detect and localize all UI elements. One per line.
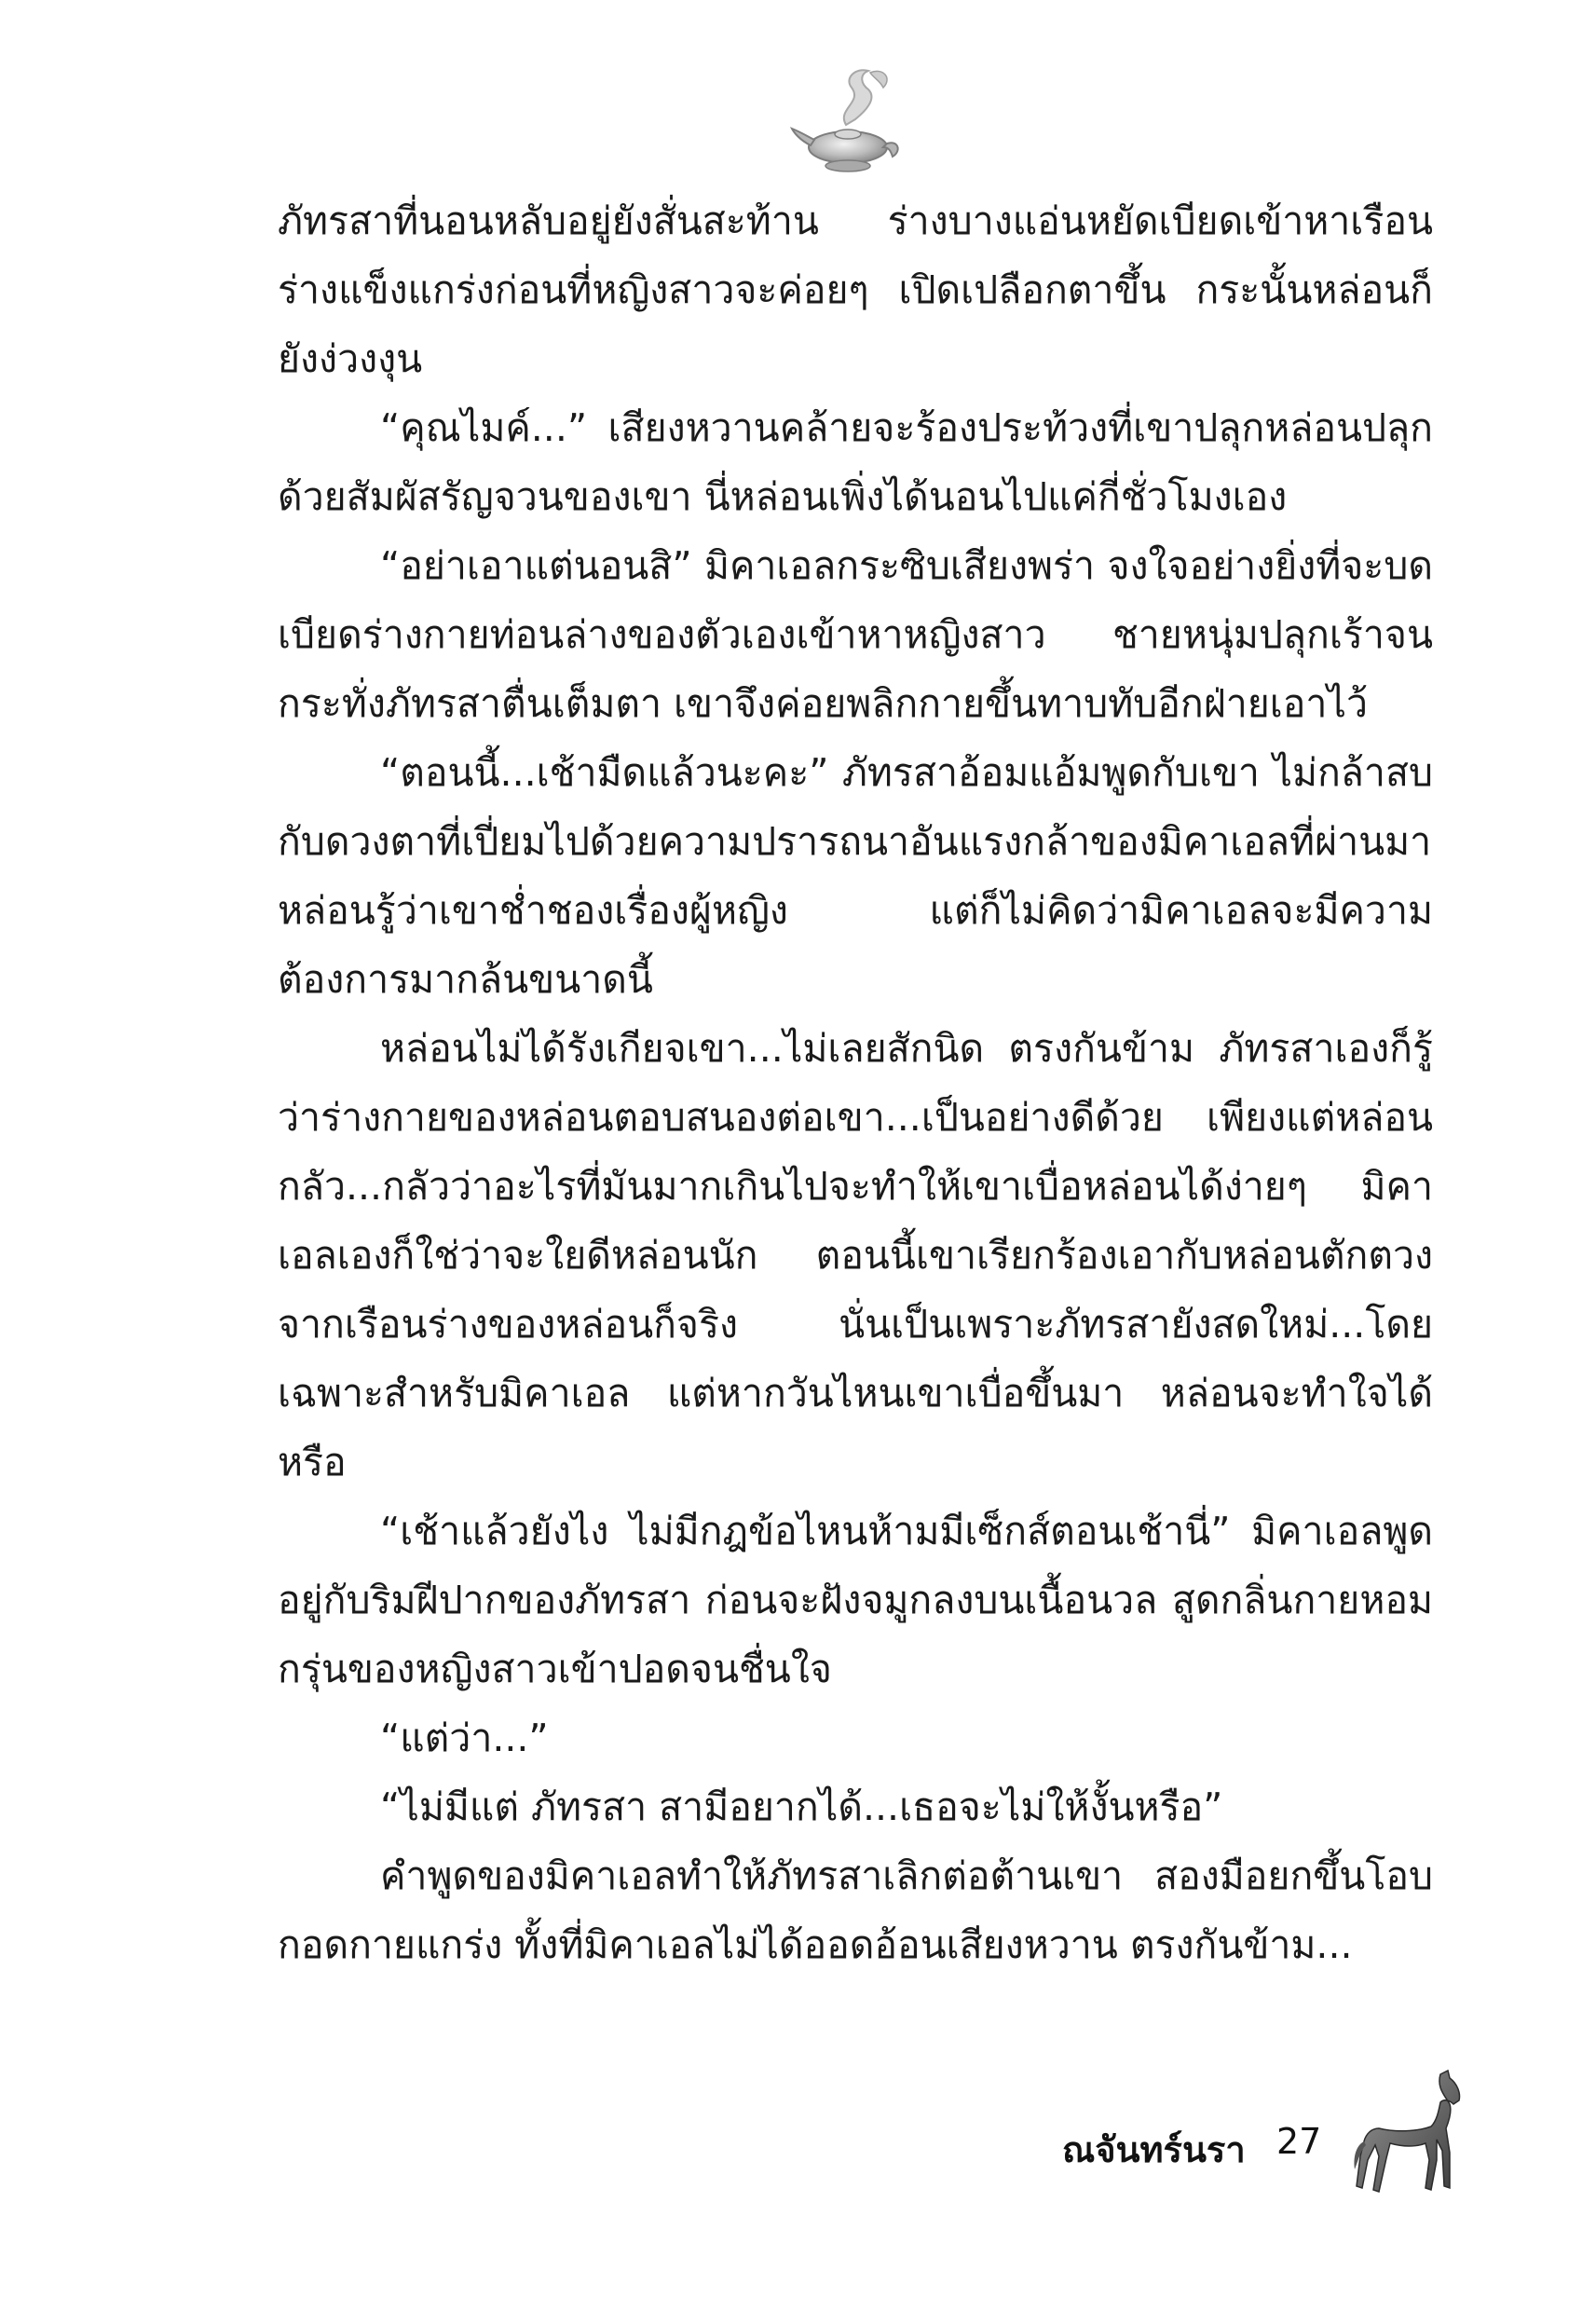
horse-icon — [1351, 2067, 1472, 2197]
paragraph: คำพูดของมิคาเอลทำให้ภัทรสาเลิกต่อต้านเขา สองมือยกขึ้นโอบกอดกายแกร่ง ทั้งที่มิคาเอลไม่ได้ออดอ้อนเสียงหวาน ตรงกันข้าม... — [278, 1853, 1433, 1967]
genie-lamp-icon — [790, 58, 911, 179]
paragraph: หล่อนไม่ได้รังเกียจเขา...ไม่เลยสักนิด ตรงกันข้าม ภัทรสาเองก็รู้ว่าร่างกายของหล่อนตอบสนองต่อเขา...เป็นอย่างดีด้วย เพียงแต่หล่อนกลัว...กลัวว่าอะไรที่มันมากเกินไปจะทำให้เขาเบื่อหล่อนได้ง่ายๆ มิคาเอลเองก็ใช่ว่าจะใยดีหล่อนนัก ตอนนี้เขาเรียกร้องเอากับหล่อนตักตวงจากเรือนร่างของหล่อนก็จริง นั่นเป็นเพราะภัทรสายังสดใหม่...โดยเฉพาะสำหรับมิคาเอล แต่หากวันไหนเขาเบื่อขึ้นมา หล่อนจะทำใจได้หรือ — [278, 1026, 1433, 1484]
paragraph: “คุณไมค์...” เสียงหวานคล้ายจะร้องประท้วงที่เขาปลุกหล่อนปลุกด้วยสัมผัสรัญจวนของเขา นี่หล่อนเพิ่งได้นอนไปแค่กี่ชั่วโมงเอง — [278, 405, 1433, 519]
page-body — [278, 186, 1433, 1979]
paragraph: “แต่ว่า...” — [380, 1716, 549, 1760]
paragraph: “ไม่มีแต่ ภัทรสา สามีอยากได้...เธอจะไม่ให้งั้นหรือ” — [380, 1785, 1223, 1829]
paragraph: ภัทรสาที่นอนหลับอยู่ยังสั่นสะท้าน ร่างบางแอ่นหยัดเบียดเข้าหาเรือนร่างแข็งแกร่งก่อนที่หญิงสาวจะค่อยๆ เปิดเปลือกตาขึ้น กระนั้นหล่อนก็ยังง่วงงุน — [278, 198, 1433, 381]
paragraph: “อย่าเอาแต่นอนสิ” มิคาเอลกระซิบเสียงพร่า จงใจอย่างยิ่งที่จะบดเบียดร่างกายท่อนล่างของตัวเองเข้าหาหญิงสาว ชายหนุ่มปลุกเร้าจนกระทั่งภัทรสาตื่นเต็มตา เขาจึงค่อยพลิกกายขึ้นทาบทับอีกฝ่ายเอาไว้ — [278, 543, 1433, 726]
paragraph: “เช้าแล้วยังไง ไม่มีกฎข้อไหนห้ามมีเซ็กส์ตอนเช้านี่” มิคาเอลพูดอยู่กับริมฝีปากของภัทรสา ก่อนจะฝังจมูกลงบนเนื้อนวล สูดกลิ่นกายหอมกรุ่นของหญิงสาวเข้าปอดจนชื่นใจ — [278, 1509, 1433, 1691]
author-name: ณจันทร์นรา — [1062, 2129, 1246, 2170]
page-footer — [1044, 2085, 1481, 2207]
page-number: 27 — [1276, 2121, 1322, 2162]
paragraph: “ตอนนี้...เช้ามืดแล้วนะคะ” ภัทรสาอ้อมแอ้มพูดกับเขา ไม่กล้าสบกับดวงตาที่เปี่ยมไปด้วยความปรารถนาอันแรงกล้าของมิคาเอลที่ผ่านมาหล่อนรู้ว่าเขาช่ำชองเรื่องผู้หญิง แต่ก็ไม่คิดว่ามิคาเอลจะมีความต้องการมากล้นขนาดนี้ — [278, 750, 1433, 1002]
